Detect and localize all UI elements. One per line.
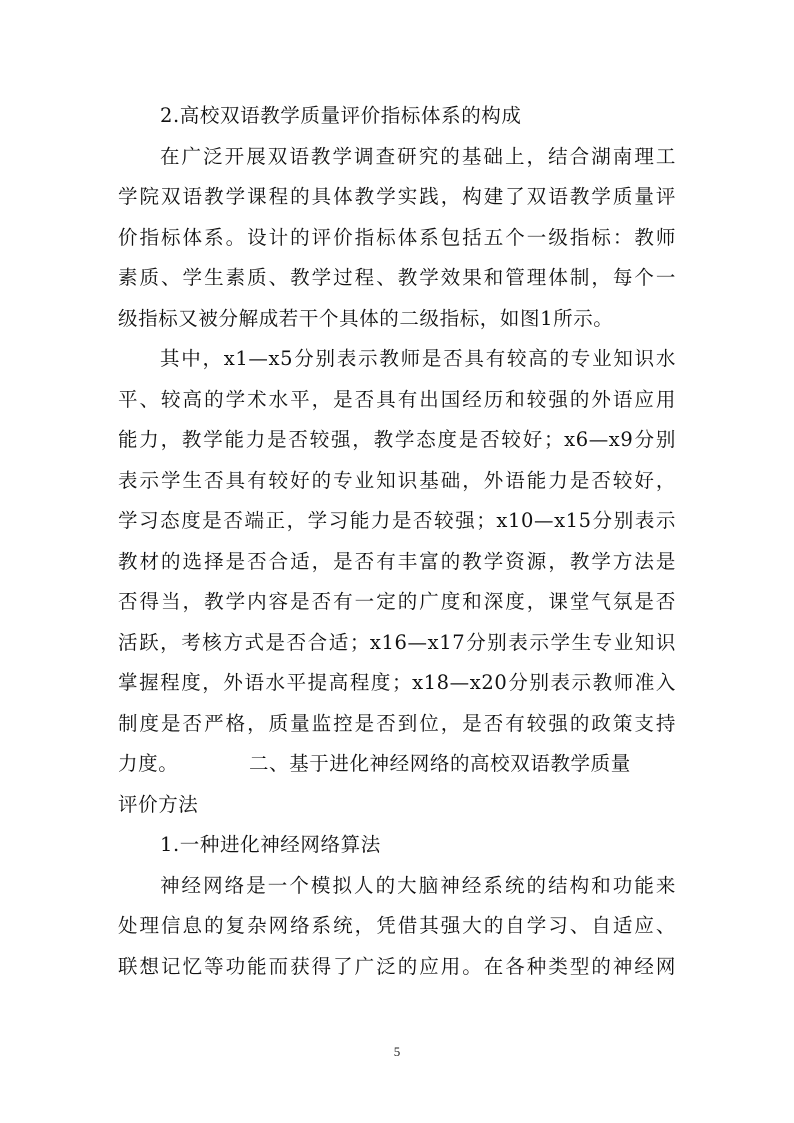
paragraph-line: 价指标体系。设计的评价指标体系包括五个一级指标：教师	[118, 225, 676, 249]
paragraph-line: 制度是否严格，质量监控是否到位，是否有较强的政策支持	[118, 711, 676, 735]
paragraph-line: 教材的选择是否合适，是否有丰富的教学资源，教学方法是	[118, 549, 676, 573]
paragraph-line: 级指标又被分解成若干个具体的二级指标，如图1所示。	[118, 306, 614, 330]
paragraph-line: 神经网络是一个模拟人的大脑神经系统的结构和功能来	[160, 873, 676, 897]
paragraph-line: 表示学生否具有较好的专业知识基础，外语能力是否较好，	[118, 468, 676, 492]
page-number: 5	[393, 1044, 401, 1059]
section-heading-continued: 评价方法	[118, 792, 199, 816]
body-text	[118, 96, 676, 987]
paragraph-line: 力度。 二、基于进化神经网络的高校双语教学质量	[118, 752, 631, 775]
paragraph-line: 学习态度是否端正，学习能力是否较强；x10—x15分别表示	[118, 509, 676, 532]
paragraph-line: 联想记忆等功能而获得了广泛的应用。在各种类型的神经网	[118, 954, 676, 978]
paragraph-line: 活跃，考核方式是否合适；x16—x17分别表示学生专业知识	[118, 630, 676, 654]
paragraph-line: 在广泛开展双语教学调查研究的基础上，结合湖南理工	[160, 144, 676, 168]
subsection-heading: 1.一种进化神经网络算法	[160, 833, 381, 856]
paragraph-line: 学院双语教学课程的具体教学实践，构建了双语教学质量评	[118, 185, 676, 208]
paragraph-line: 平、较高的学术水平，是否具有出国经历和较强的外语应用	[118, 387, 676, 411]
paragraph-line: 掌握程度，外语水平提高程度；x18—x20分别表示教师准入	[118, 671, 676, 694]
paragraph-line: 其中，x1—x5分别表示教师是否具有较高的专业知识水	[160, 347, 676, 370]
section-heading: 2.高校双语教学质量评价指标体系的构成	[160, 104, 522, 127]
paragraph-line: 能力，教学能力是否较强，教学态度是否较好；x6—x9分别	[118, 428, 676, 451]
paragraph-line: 素质、学生素质、教学过程、教学效果和管理体制，每个一	[118, 266, 676, 289]
paragraph-line: 处理信息的复杂网络系统，凭借其强大的自学习、自适应、	[118, 914, 676, 937]
paragraph-line: 否得当，教学内容是否有一定的广度和深度，课堂气氛是否	[118, 590, 676, 613]
